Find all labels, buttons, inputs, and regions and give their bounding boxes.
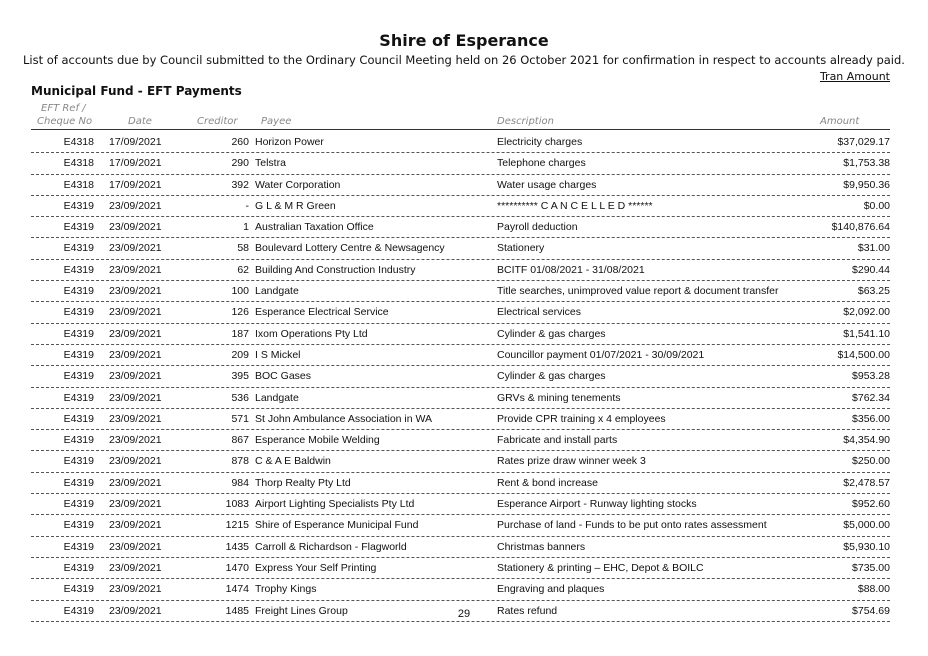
table-row bbox=[31, 196, 890, 217]
cell-creditor: 1485 bbox=[225, 604, 249, 617]
cell-payee: Horizon Power bbox=[255, 136, 324, 148]
cell-date: 23/09/2021 bbox=[109, 391, 162, 404]
cell-creditor: 392 bbox=[231, 178, 249, 191]
cell-description: BCITF 01/08/2021 - 31/08/2021 bbox=[497, 263, 645, 276]
cell-payee: Freight Lines Group bbox=[255, 604, 348, 617]
cell-description: Payroll deduction bbox=[497, 221, 578, 234]
cell-payee: Trophy Kings bbox=[255, 583, 317, 596]
cell-amount: $4,354.90 bbox=[843, 434, 890, 447]
cell-date: 23/09/2021 bbox=[109, 583, 162, 596]
cell-amount: $290.44 bbox=[852, 263, 890, 276]
cell-ref: E4318 bbox=[63, 136, 94, 148]
cell-creditor: 290 bbox=[231, 157, 249, 170]
cell-date: 23/09/2021 bbox=[109, 561, 162, 574]
cell-description: Councillor payment 01/07/2021 - 30/09/2021 bbox=[497, 348, 705, 361]
cell-payee: Australian Taxation Office bbox=[255, 221, 374, 234]
cell-date: 17/09/2021 bbox=[109, 157, 162, 170]
cell-description: GRVs & mining tenements bbox=[497, 391, 621, 404]
cell-creditor: 878 bbox=[231, 455, 249, 468]
cell-description: Telephone charges bbox=[497, 157, 586, 170]
table-row bbox=[31, 473, 890, 494]
cell-creditor: 187 bbox=[231, 327, 249, 340]
col-header-date: Date bbox=[128, 116, 152, 127]
table-row bbox=[31, 366, 890, 387]
cell-ref: E4319 bbox=[63, 370, 94, 383]
table-row bbox=[31, 345, 890, 366]
cell-date: 23/09/2021 bbox=[109, 306, 162, 319]
table-row bbox=[31, 579, 890, 600]
cell-creditor: 1470 bbox=[225, 561, 249, 574]
table-row bbox=[31, 175, 890, 196]
cell-amount: $5,930.10 bbox=[843, 540, 890, 553]
cell-amount: $0.00 bbox=[863, 199, 890, 212]
cell-amount: $250.00 bbox=[852, 455, 890, 468]
cell-payee: I S Mickel bbox=[255, 348, 301, 361]
cell-date: 23/09/2021 bbox=[109, 285, 162, 298]
cell-ref: E4319 bbox=[63, 285, 94, 298]
cell-amount: $1,753.38 bbox=[843, 157, 890, 170]
cell-ref: E4319 bbox=[63, 519, 94, 532]
table-row bbox=[31, 388, 890, 409]
cell-date: 23/09/2021 bbox=[109, 476, 162, 489]
cell-creditor: - bbox=[245, 199, 249, 212]
table-row bbox=[31, 324, 890, 345]
cell-date: 17/09/2021 bbox=[109, 178, 162, 191]
cell-payee: Thorp Realty Pty Ltd bbox=[255, 476, 351, 489]
cell-ref: E4319 bbox=[63, 348, 94, 361]
cell-description: Stationery bbox=[497, 242, 545, 255]
cell-description: Fabricate and install parts bbox=[497, 434, 618, 447]
cell-amount: $953.28 bbox=[852, 370, 890, 383]
cell-description: Christmas banners bbox=[497, 540, 586, 553]
cell-date: 17/09/2021 bbox=[109, 136, 162, 148]
cell-date: 23/09/2021 bbox=[109, 263, 162, 276]
table-row bbox=[31, 451, 890, 472]
cell-creditor: 260 bbox=[231, 136, 249, 148]
cell-date: 23/09/2021 bbox=[109, 348, 162, 361]
cell-amount: $735.00 bbox=[852, 561, 890, 574]
cell-creditor: 867 bbox=[231, 434, 249, 447]
cell-creditor: 126 bbox=[231, 306, 249, 319]
cell-payee: Carroll & Richardson - Flagworld bbox=[255, 540, 407, 553]
cell-amount: $2,478.57 bbox=[843, 476, 890, 489]
tran-amount-label: Tran Amount bbox=[819, 70, 890, 83]
cell-payee: Express Your Self Printing bbox=[255, 561, 377, 574]
table-row bbox=[31, 537, 890, 558]
cell-creditor: 395 bbox=[231, 370, 249, 383]
cell-ref: E4319 bbox=[63, 604, 94, 617]
cell-payee: Shire of Esperance Municipal Fund bbox=[255, 519, 419, 532]
col-header-creditor: Creditor bbox=[197, 116, 238, 127]
table-row bbox=[31, 494, 890, 515]
cell-ref: E4319 bbox=[63, 455, 94, 468]
cell-payee: Airport Lighting Specialists Pty Ltd bbox=[255, 498, 415, 511]
cell-description: Electrical services bbox=[497, 306, 582, 319]
cell-date: 23/09/2021 bbox=[109, 434, 162, 447]
cell-payee: BOC Gases bbox=[255, 370, 312, 383]
cell-creditor: 62 bbox=[237, 263, 249, 276]
cell-description: Esperance Airport - Runway lighting stocks bbox=[497, 498, 697, 511]
cell-date: 23/09/2021 bbox=[109, 519, 162, 532]
cell-ref: E4319 bbox=[63, 306, 94, 319]
cell-amount: $31.00 bbox=[857, 242, 890, 255]
cell-amount: $140,876.64 bbox=[831, 221, 890, 234]
table-row bbox=[31, 302, 890, 323]
cell-ref: E4319 bbox=[63, 498, 94, 511]
header-divider bbox=[31, 129, 890, 130]
cell-date: 23/09/2021 bbox=[109, 327, 162, 340]
cell-payee: C & A E Baldwin bbox=[255, 455, 331, 468]
cell-description: ********** C A N C E L L E D ****** bbox=[497, 199, 653, 212]
cell-creditor: 209 bbox=[231, 348, 249, 361]
cell-date: 23/09/2021 bbox=[109, 370, 162, 383]
cell-creditor: 1 bbox=[243, 221, 249, 234]
cell-amount: $762.34 bbox=[852, 391, 890, 404]
cell-payee: Ixom Operations Pty Ltd bbox=[255, 327, 368, 340]
cell-amount: $952.60 bbox=[852, 498, 890, 511]
cell-creditor: 1435 bbox=[225, 540, 249, 553]
cell-creditor: 58 bbox=[237, 242, 249, 255]
cell-amount: $14,500.00 bbox=[837, 348, 890, 361]
cell-ref: E4319 bbox=[63, 476, 94, 489]
cell-creditor: 571 bbox=[231, 412, 249, 425]
cell-description: Rates prize draw winner week 3 bbox=[497, 455, 646, 468]
page-number: 29 bbox=[457, 608, 471, 620]
page-title: Shire of Esperance bbox=[379, 31, 549, 50]
cell-ref: E4319 bbox=[63, 199, 94, 212]
cell-date: 23/09/2021 bbox=[109, 412, 162, 425]
col-header-ref-line1: EFT Ref / bbox=[41, 103, 86, 114]
table-row bbox=[31, 409, 890, 430]
cell-ref: E4319 bbox=[63, 583, 94, 596]
cell-amount: $63.25 bbox=[857, 285, 890, 298]
col-header-ref-line2: Cheque No bbox=[37, 116, 93, 127]
cell-description: Cylinder & gas charges bbox=[497, 327, 606, 340]
cell-amount: $37,029.17 bbox=[837, 136, 890, 148]
cell-ref: E4319 bbox=[63, 263, 94, 276]
cell-ref: E4319 bbox=[63, 221, 94, 234]
cell-date: 23/09/2021 bbox=[109, 199, 162, 212]
cell-description: Electricity charges bbox=[497, 136, 583, 148]
cell-creditor: 984 bbox=[231, 476, 249, 489]
cell-amount: $754.69 bbox=[852, 604, 890, 617]
cell-payee: Landgate bbox=[255, 285, 299, 298]
cell-date: 23/09/2021 bbox=[109, 242, 162, 255]
table-row bbox=[31, 260, 890, 281]
cell-description: Provide CPR training x 4 employees bbox=[497, 412, 666, 425]
col-header-payee: Payee bbox=[261, 116, 292, 127]
cell-ref: E4319 bbox=[63, 327, 94, 340]
table-row bbox=[31, 132, 890, 153]
cell-ref: E4319 bbox=[63, 391, 94, 404]
cell-date: 23/09/2021 bbox=[109, 455, 162, 468]
cell-ref: E4318 bbox=[63, 157, 94, 170]
cell-amount: $356.00 bbox=[852, 412, 890, 425]
page-subtitle: List of accounts due by Council submitted to the Ordinary Council Meeting held on 26 October 2021 for confirmation in respect to accounts already paid. bbox=[23, 53, 905, 67]
col-header-description: Description bbox=[497, 116, 554, 127]
cell-creditor: 536 bbox=[231, 391, 249, 404]
cell-date: 23/09/2021 bbox=[109, 540, 162, 553]
cell-payee: G L & M R Green bbox=[255, 199, 336, 212]
cell-creditor: 1474 bbox=[225, 583, 249, 596]
payments-table bbox=[31, 132, 890, 622]
cell-amount: $2,092.00 bbox=[843, 306, 890, 319]
table-row bbox=[31, 238, 890, 259]
cell-description: Stationery & printing – EHC, Depot & BOILC bbox=[497, 561, 704, 574]
cell-ref: E4319 bbox=[63, 242, 94, 255]
cell-ref: E4319 bbox=[63, 540, 94, 553]
cell-ref: E4319 bbox=[63, 412, 94, 425]
cell-description: Rent & bond increase bbox=[497, 476, 598, 489]
cell-date: 23/09/2021 bbox=[109, 221, 162, 234]
table-row bbox=[31, 515, 890, 536]
cell-date: 23/09/2021 bbox=[109, 498, 162, 511]
cell-ref: E4319 bbox=[63, 561, 94, 574]
table-row bbox=[31, 558, 890, 579]
cell-payee: Telstra bbox=[255, 157, 286, 170]
cell-description: Engraving and plaques bbox=[497, 583, 605, 596]
table-row bbox=[31, 153, 890, 174]
cell-payee: St John Ambulance Association in WA bbox=[255, 412, 433, 425]
cell-ref: E4318 bbox=[63, 178, 94, 191]
cell-description: Title searches, unimproved value report & document transfer bbox=[497, 285, 779, 298]
cell-payee: Landgate bbox=[255, 391, 299, 404]
cell-ref: E4319 bbox=[63, 434, 94, 447]
table-row bbox=[31, 430, 890, 451]
cell-payee: Esperance Mobile Welding bbox=[255, 434, 380, 447]
cell-payee: Building And Construction Industry bbox=[255, 263, 416, 276]
cell-creditor: 100 bbox=[231, 285, 249, 298]
cell-payee: Boulevard Lottery Centre & Newsagency bbox=[255, 242, 445, 255]
cell-description: Rates refund bbox=[497, 604, 558, 617]
table-row bbox=[31, 281, 890, 302]
cell-amount: $5,000.00 bbox=[843, 519, 890, 532]
cell-date: 23/09/2021 bbox=[109, 604, 162, 617]
col-header-amount: Amount bbox=[820, 116, 860, 127]
cell-amount: $1,541.10 bbox=[843, 327, 890, 340]
cell-description: Cylinder & gas charges bbox=[497, 370, 606, 383]
section-heading: Municipal Fund - EFT Payments bbox=[31, 84, 242, 98]
cell-creditor: 1215 bbox=[225, 519, 249, 532]
cell-creditor: 1083 bbox=[225, 498, 249, 511]
cell-amount: $9,950.36 bbox=[843, 178, 890, 191]
cell-amount: $88.00 bbox=[857, 583, 890, 596]
cell-payee: Water Corporation bbox=[255, 178, 341, 191]
cell-description: Purchase of land - Funds to be put onto rates assessment bbox=[497, 519, 767, 532]
cell-payee: Esperance Electrical Service bbox=[255, 306, 389, 319]
cell-description: Water usage charges bbox=[497, 178, 597, 191]
table-row bbox=[31, 217, 890, 238]
